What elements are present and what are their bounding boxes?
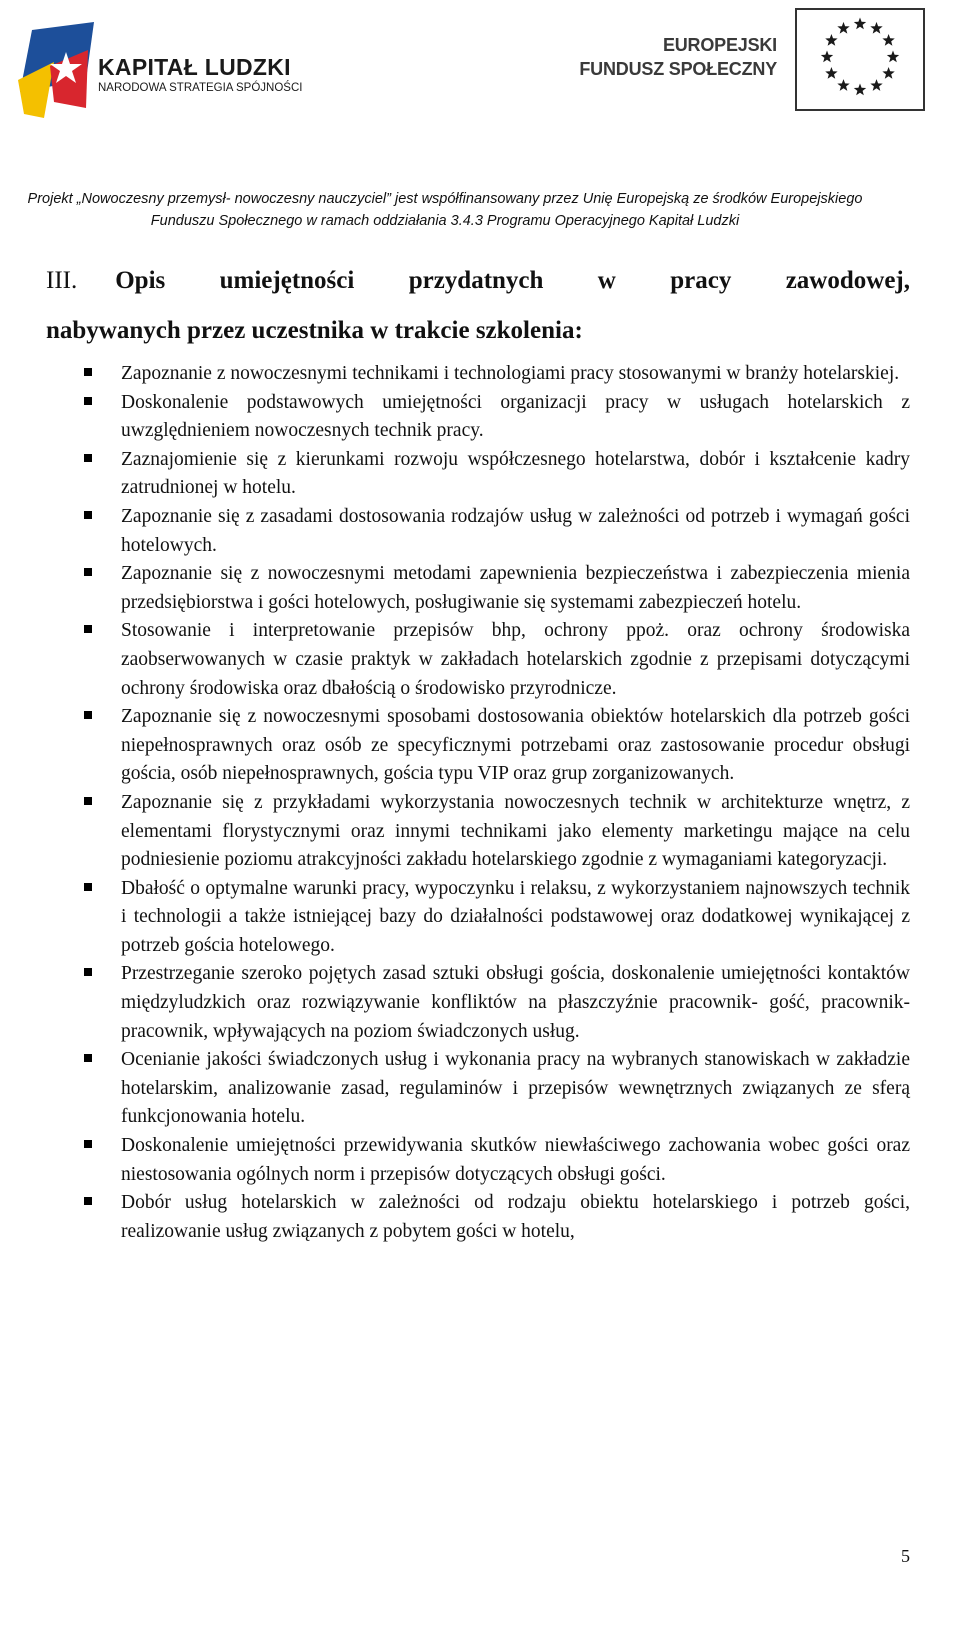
project-note-line2: Funduszu Społecznego w ramach oddziałania 3.4.3 Programu Operacyjnego Kapitał Ludzki [150,213,740,229]
project-note [0,188,890,232]
square-bullet-icon [84,625,92,633]
list-item-text: Zaznajomienie się z kierunkami rozwoju współczesnego hotelarstwa, dobór i kształcenie kadry zatrudnionej w hotelu. [121,448,910,499]
eu-flag [795,8,925,111]
eu-star-icon [825,34,837,46]
list-item [84,360,910,389]
kapital-ludzki-emblem-icon [14,22,104,118]
list-item-text: Zapoznanie z nowoczesnymi technikami i technologiami pracy stosowanymi w branży hotelarskiej. [121,363,900,384]
square-bullet-icon [84,454,92,462]
square-bullet-icon [84,568,92,576]
list-item-text: Dobór usług hotelarskich w zależności od rodzaju obiektu hotelarskiego i potrzeb gości, realizowanie usług związanych z pobytem gości w hotelu, [121,1192,910,1242]
square-bullet-icon [84,397,92,405]
eu-star-icon [837,79,849,91]
list-item-text: Stosowanie i interpretowanie przepisów bhp, ochrony ppoż. oraz ochrony środowiska zaobserwowanych w czasie praktyk w zakładach hotelarskich zgodnie z przepisami dotyczącymi ochrony środowiska oraz dbałością o środowisko przyrodnicze. [121,620,910,699]
list-item [84,789,910,875]
square-bullet-icon [84,968,92,976]
list-item [84,703,910,789]
section-title-line2: nabywanych przez uczestnika w trakcie szkolenia: [46,317,583,344]
section-heading [46,256,910,356]
eu-star-icon [825,67,837,79]
square-bullet-icon [84,1140,92,1148]
eu-star-icon [882,67,894,79]
eu-star-icon [854,18,866,30]
kapital-ludzki-logo [14,22,314,118]
section-heading-line1 [46,256,910,306]
list-item [84,389,910,446]
list-item [84,1132,910,1189]
list-item-text: Zapoznanie się z nowoczesnymi sposobami dostosowania obiektów hotelarskich dla potrzeb gości niepełnosprawnych oraz osób ze specyficznymi potrzebami oraz zastosowanie procedur obsługi gościa, osób niepełnosprawnych, gościa typu VIP oraz grup zorganizowanych. [121,706,910,785]
list-item-text: Zapoznanie się z nowoczesnymi metodami zapewnienia bezpieczeństwa i zabezpieczenia mienia przedsiębiorstwa i gości hotelowych, posługiwanie się systemami zabezpieczeń hotelu. [121,563,910,613]
page-number: 5 [901,1546,910,1566]
square-bullet-icon [84,711,92,719]
eu-star-icon [821,51,833,63]
list-item [84,560,910,617]
list-item-text: Ocenianie jakości świadczonych usług i wykonania pracy na wybranych stanowiskach w zakładzie hotelarskim, analizowanie zasad, regulaminów i przepisów wewnętrznych związanych ze sferą funkcjonowania hotelu. [121,1049,910,1128]
eu-flag-icon [797,10,923,109]
eu-star-icon [887,51,899,63]
list-item-text: Zapoznanie się z przykładami wykorzystania nowoczesnych technik w architekturze wnętrz, z elementami florystycznymi oraz innymi technikami jako elementy marketingu mające na celu podniesienie poziomu atrakcyjności zakładu hotelarskiego zgodnie z wymaganiami kategoryzacji. [121,791,910,871]
square-bullet-icon [84,368,92,376]
list-item [84,1189,910,1246]
list-item-text: Doskonalenie umiejętności przewidywania skutków niewłaściwego zachowania wobec gości oraz niestosowania ogólnych norm i przepisów dotyczących obsługi gości. [121,1135,910,1185]
square-bullet-icon [84,1054,92,1062]
section-title-line1: Opis umiejętności przydatnych w pracy zawodowej, [115,267,910,294]
list-item-text: Przestrzeganie szeroko pojętych zasad sztuki obsługi gościa, doskonalenie umiejętności kontaktów międzyludzkich oraz rozwiązywanie konfliktów na płaszczyźnie pracownik- gość, pracownik-pracownik, wpływających na poziom świadczonych usług. [121,963,910,1042]
list-item-text: Zapoznanie się z zasadami dostosowania rodzajów usług w zależności od potrzeb i wymagań gości hotelowych. [121,505,910,556]
eu-star-icon [854,84,866,96]
eu-star-icon [837,22,849,34]
efs-line1: EUROPEJSKI [662,35,777,55]
square-bullet-icon [84,797,92,805]
eu-star-icon [882,34,894,46]
square-bullet-icon [84,1197,92,1205]
kapital-ludzki-subtitle: NARODOWA STRATEGIA SPÓJNOŚCI [98,82,303,94]
list-item [84,617,910,703]
list-item [84,1046,910,1132]
kapital-ludzki-title: KAPITAŁ LUDZKI [98,54,291,80]
efs-logo [579,8,925,118]
list-item-text: Dbałość o optymalne warunki pracy, wypoczynku i relaksu, z wykorzystaniem najnowszych technik i technologii a także istniejącej bazy do działalności podstawowej oraz dodatkowej wynikającej z potrzeb gościa hotelowego. [121,877,910,956]
eu-star-icon [870,79,882,91]
square-bullet-icon [84,883,92,891]
list-item [84,503,910,560]
eu-star-icon [870,22,882,34]
list-item [84,446,910,503]
efs-line2: FUNDUSZ SPOŁECZNY [579,59,777,79]
skills-list [84,360,910,1246]
square-bullet-icon [84,511,92,519]
list-item-text: Doskonalenie podstawowych umiejętności organizacji pracy w usługach hotelarskich z uwzględnieniem nowoczesnych technik pracy. [121,391,910,442]
project-note-line1: Projekt „Nowoczesny przemysł- nowoczesny nauczyciel” jest współfinansowany przez Unię Europejską ze środków Europejskiego [27,191,863,207]
section-number: III. [46,267,78,294]
list-item [84,960,910,1046]
list-item [84,875,910,961]
